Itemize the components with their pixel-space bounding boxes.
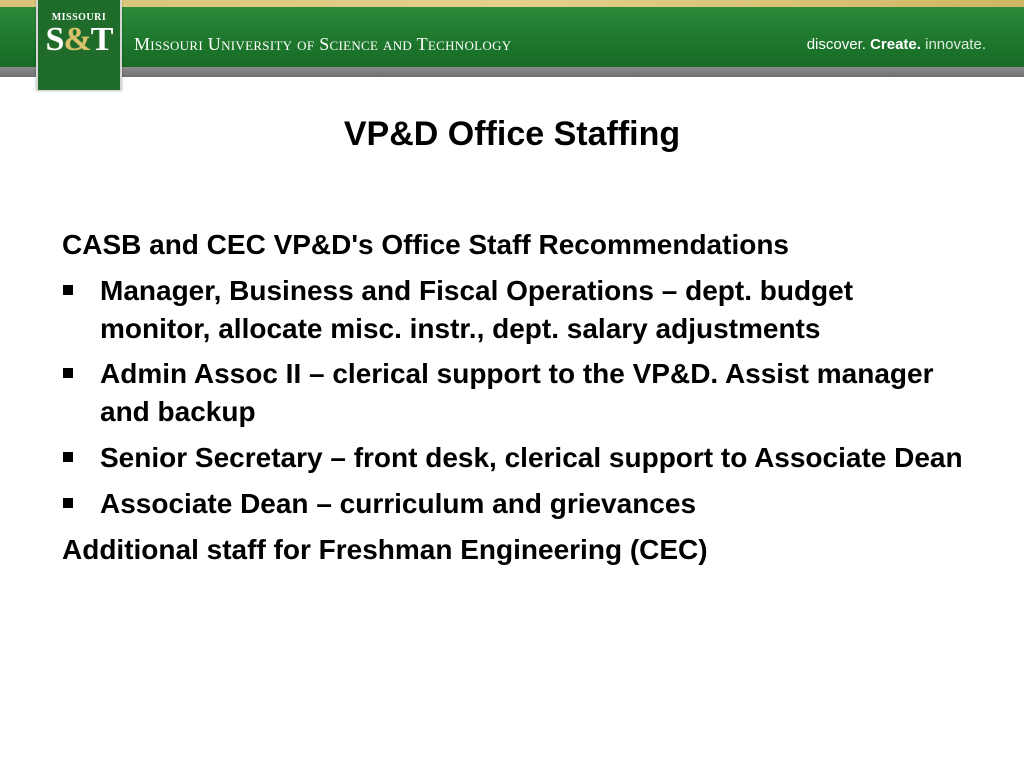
square-bullet-icon <box>63 285 73 295</box>
university-name: Missouri University of Science and Technology <box>134 34 512 54</box>
header-gray-stripe <box>0 67 1024 77</box>
slide-content <box>62 226 967 568</box>
logo-letter-s: S <box>45 21 64 58</box>
bullet-list <box>62 272 967 523</box>
bullet-text: Associate Dean – curriculum and grievances <box>100 487 697 519</box>
bullet-item-admin-assoc <box>62 355 967 431</box>
header-banner <box>0 0 1024 82</box>
intro-line: CASB and CEC VP&D's Office Staff Recommendations <box>62 229 790 260</box>
university-logo <box>36 0 122 90</box>
bullet-item-associate-dean <box>62 485 967 523</box>
square-bullet-icon <box>63 498 73 508</box>
logo-ampersand: & <box>63 21 91 58</box>
tagline <box>807 36 986 53</box>
logo-letter-t: T <box>90 21 113 58</box>
logo-top-text: MISSOURI <box>51 12 107 23</box>
header-gold-stripe <box>0 0 1024 7</box>
bullet-item-senior-secretary <box>62 439 967 477</box>
footer-line: Additional staff for Freshman Engineering (CEC) <box>62 533 708 565</box>
square-bullet-icon <box>63 368 73 378</box>
square-bullet-icon <box>63 452 73 462</box>
logo-monogram <box>38 23 120 57</box>
bullet-item-manager <box>62 272 967 348</box>
bullet-text: Manager, Business and Fiscal Operations – dept. budget monitor, allocate misc. instr., dept. salary adjustments <box>100 274 854 344</box>
tagline-discover: discover. <box>806 36 866 53</box>
slide-title: VP&D Office Staffing <box>343 115 681 153</box>
bullet-text: Senior Secretary – front desk, clerical support to Associate Dean <box>100 441 963 473</box>
bullet-text: Admin Assoc II – clerical support to the VP&D. Assist manager and backup <box>100 358 934 428</box>
tagline-innovate: innovate. <box>925 36 986 53</box>
tagline-create: Create. <box>870 36 921 53</box>
